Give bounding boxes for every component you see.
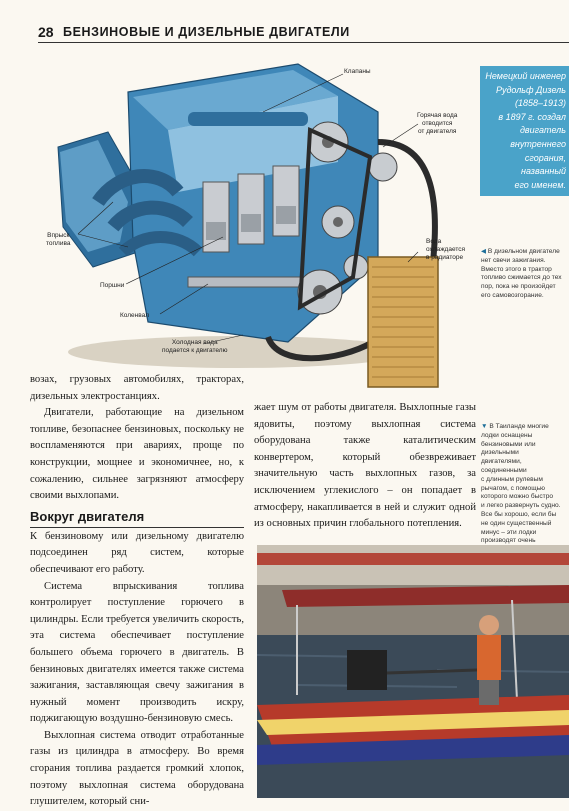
paragraph: жает шум от работы двигателя. Выхлопные газы ядовиты, поэтому выхлопная система оборудована также каталитическим конвертером, который обезвреживает значительную часть выхлопных газов, за исключением углекислого – он попадает в атмосферу, накапливается в ней и служит одной из основных причин глобального потепления.: [254, 402, 476, 530]
callout-hot-water-line: от двигателя: [417, 128, 457, 135]
caption-line: топливо сжимается до тех: [481, 274, 562, 282]
paragraph: возах, грузовых автомобилях, тракторах, дизельных электростанциях.: [30, 374, 244, 402]
callout-water-cooled-line: в радиаторе: [426, 254, 464, 261]
quote-line: его именем.: [514, 179, 566, 190]
caption-line: с длинным рулевым: [481, 475, 543, 483]
caption-line: нет свечи зажигания.: [481, 256, 546, 264]
callout-crankshaft: Коленвал: [120, 312, 150, 319]
page-header: [38, 24, 568, 44]
diesel-quote: [483, 70, 566, 192]
quote-line: двигатель: [519, 125, 566, 136]
callout-cold-water-line: Холодная вода: [171, 339, 218, 346]
quote-line: Рудольф Дизель: [495, 84, 566, 95]
callout-water-cooled-line: Вода: [426, 238, 442, 245]
caption-line: В дизельном двигателе: [487, 248, 560, 255]
quote-line: внутреннего: [510, 138, 566, 149]
caption-line: и легко развернуть судно.: [481, 502, 561, 510]
diesel-quote-box: [480, 66, 569, 196]
callout-pistons: Поршни: [100, 282, 125, 289]
thai-longtail-boat-photo: [257, 545, 569, 798]
paragraph: Система впрыскивания топлива контролирует поступление горючего в цилиндры. Если требуется увеличить скорость, эта система обеспечивает поступление большего объема горючего в двигатель. В бензиновых двигателях имеется также система зажигания, заставляющая свечу зажигания в нужный момент производить искру, поджигающую воздушно-бензиновую смесь.: [30, 580, 244, 725]
caption-line: Вместо этого в трактор: [481, 265, 552, 273]
callout-fuel-intake-line: Впрыск: [47, 232, 70, 239]
caption-line: Все бы хорошо, если бы: [481, 510, 557, 518]
quote-line: в 1897 г. создал: [498, 111, 566, 122]
callout-hot-water-line: Горячая вода: [417, 112, 458, 119]
caption-marker: ▼: [481, 423, 488, 430]
callout-hot-water-line: отводится: [421, 120, 453, 127]
quote-line: сгорания, названный: [521, 152, 566, 177]
caption-line: минус – эти лодки: [481, 528, 537, 536]
paragraph: Выхлопная система отводит отработанные газы из цилиндра в атмосферу. Во время сгорания топлива раздается громкий хлопок, поэтому выхлопная система оборудована глушителем, который сни-: [30, 729, 244, 808]
caption-line: его самовозгорание.: [481, 291, 544, 299]
caption-line: рычагом, с помощью: [481, 484, 546, 492]
section-rule: [30, 527, 244, 528]
caption-line: пор, пока не произойдет: [481, 283, 556, 291]
caption-line: двигателями, соединенными: [481, 458, 527, 474]
caption-line: не один существенный: [481, 519, 552, 527]
caption-line: которого можно быстро: [481, 493, 554, 501]
callout-valves: Клапаны: [344, 68, 371, 75]
callout-cold-water-line: подается к двигателю: [162, 347, 228, 354]
page-number: 28: [38, 24, 54, 40]
quote-line: Немецкий инженер: [485, 71, 566, 81]
callout-water-cooled: [426, 238, 465, 262]
caption-marker: ◀: [481, 248, 487, 255]
quote-line: (1858–1913): [514, 98, 566, 109]
caption-line: бензиновыми или дизельными: [481, 440, 536, 457]
callout-fuel-intake: [46, 232, 70, 248]
caption-line: В Таиланде многие: [489, 423, 549, 430]
paragraph: Двигатели, работающие на дизельном топливе, безопаснее бензиновых, поскольку не воспламеняются при авариях, проще по конструкции, мощнее и экономичнее, но, к сожалению, сильнее загрязняют атмосферу своими выхлопами.: [30, 407, 244, 502]
callout-fuel-intake-line: топлива: [46, 240, 71, 247]
caption-line: лодки оснащены: [481, 431, 533, 439]
caption-thai-boats: [481, 423, 569, 555]
callout-cold-water: [162, 339, 227, 355]
running-title: БЕНЗИНОВЫЕ И ДИЗЕЛЬНЫЕ ДВИГАТЕЛИ: [63, 25, 350, 39]
header-rule: [38, 42, 569, 43]
body-column-left: [30, 372, 244, 811]
paragraph: К бензиновому или дизельному двигателю подсоединен ряд систем, которые обеспечивают его работу.: [30, 530, 244, 575]
engine-cutaway-illustration: [38, 52, 460, 392]
section-heading: Вокруг двигателя: [30, 508, 145, 524]
callout-water-cooled-line: охлаждается: [426, 246, 466, 253]
caption-diesel-ignition: [481, 248, 569, 301]
body-column-right: [254, 400, 476, 533]
callout-hot-water: [417, 112, 457, 136]
caption-line: производят очень: [481, 537, 536, 545]
